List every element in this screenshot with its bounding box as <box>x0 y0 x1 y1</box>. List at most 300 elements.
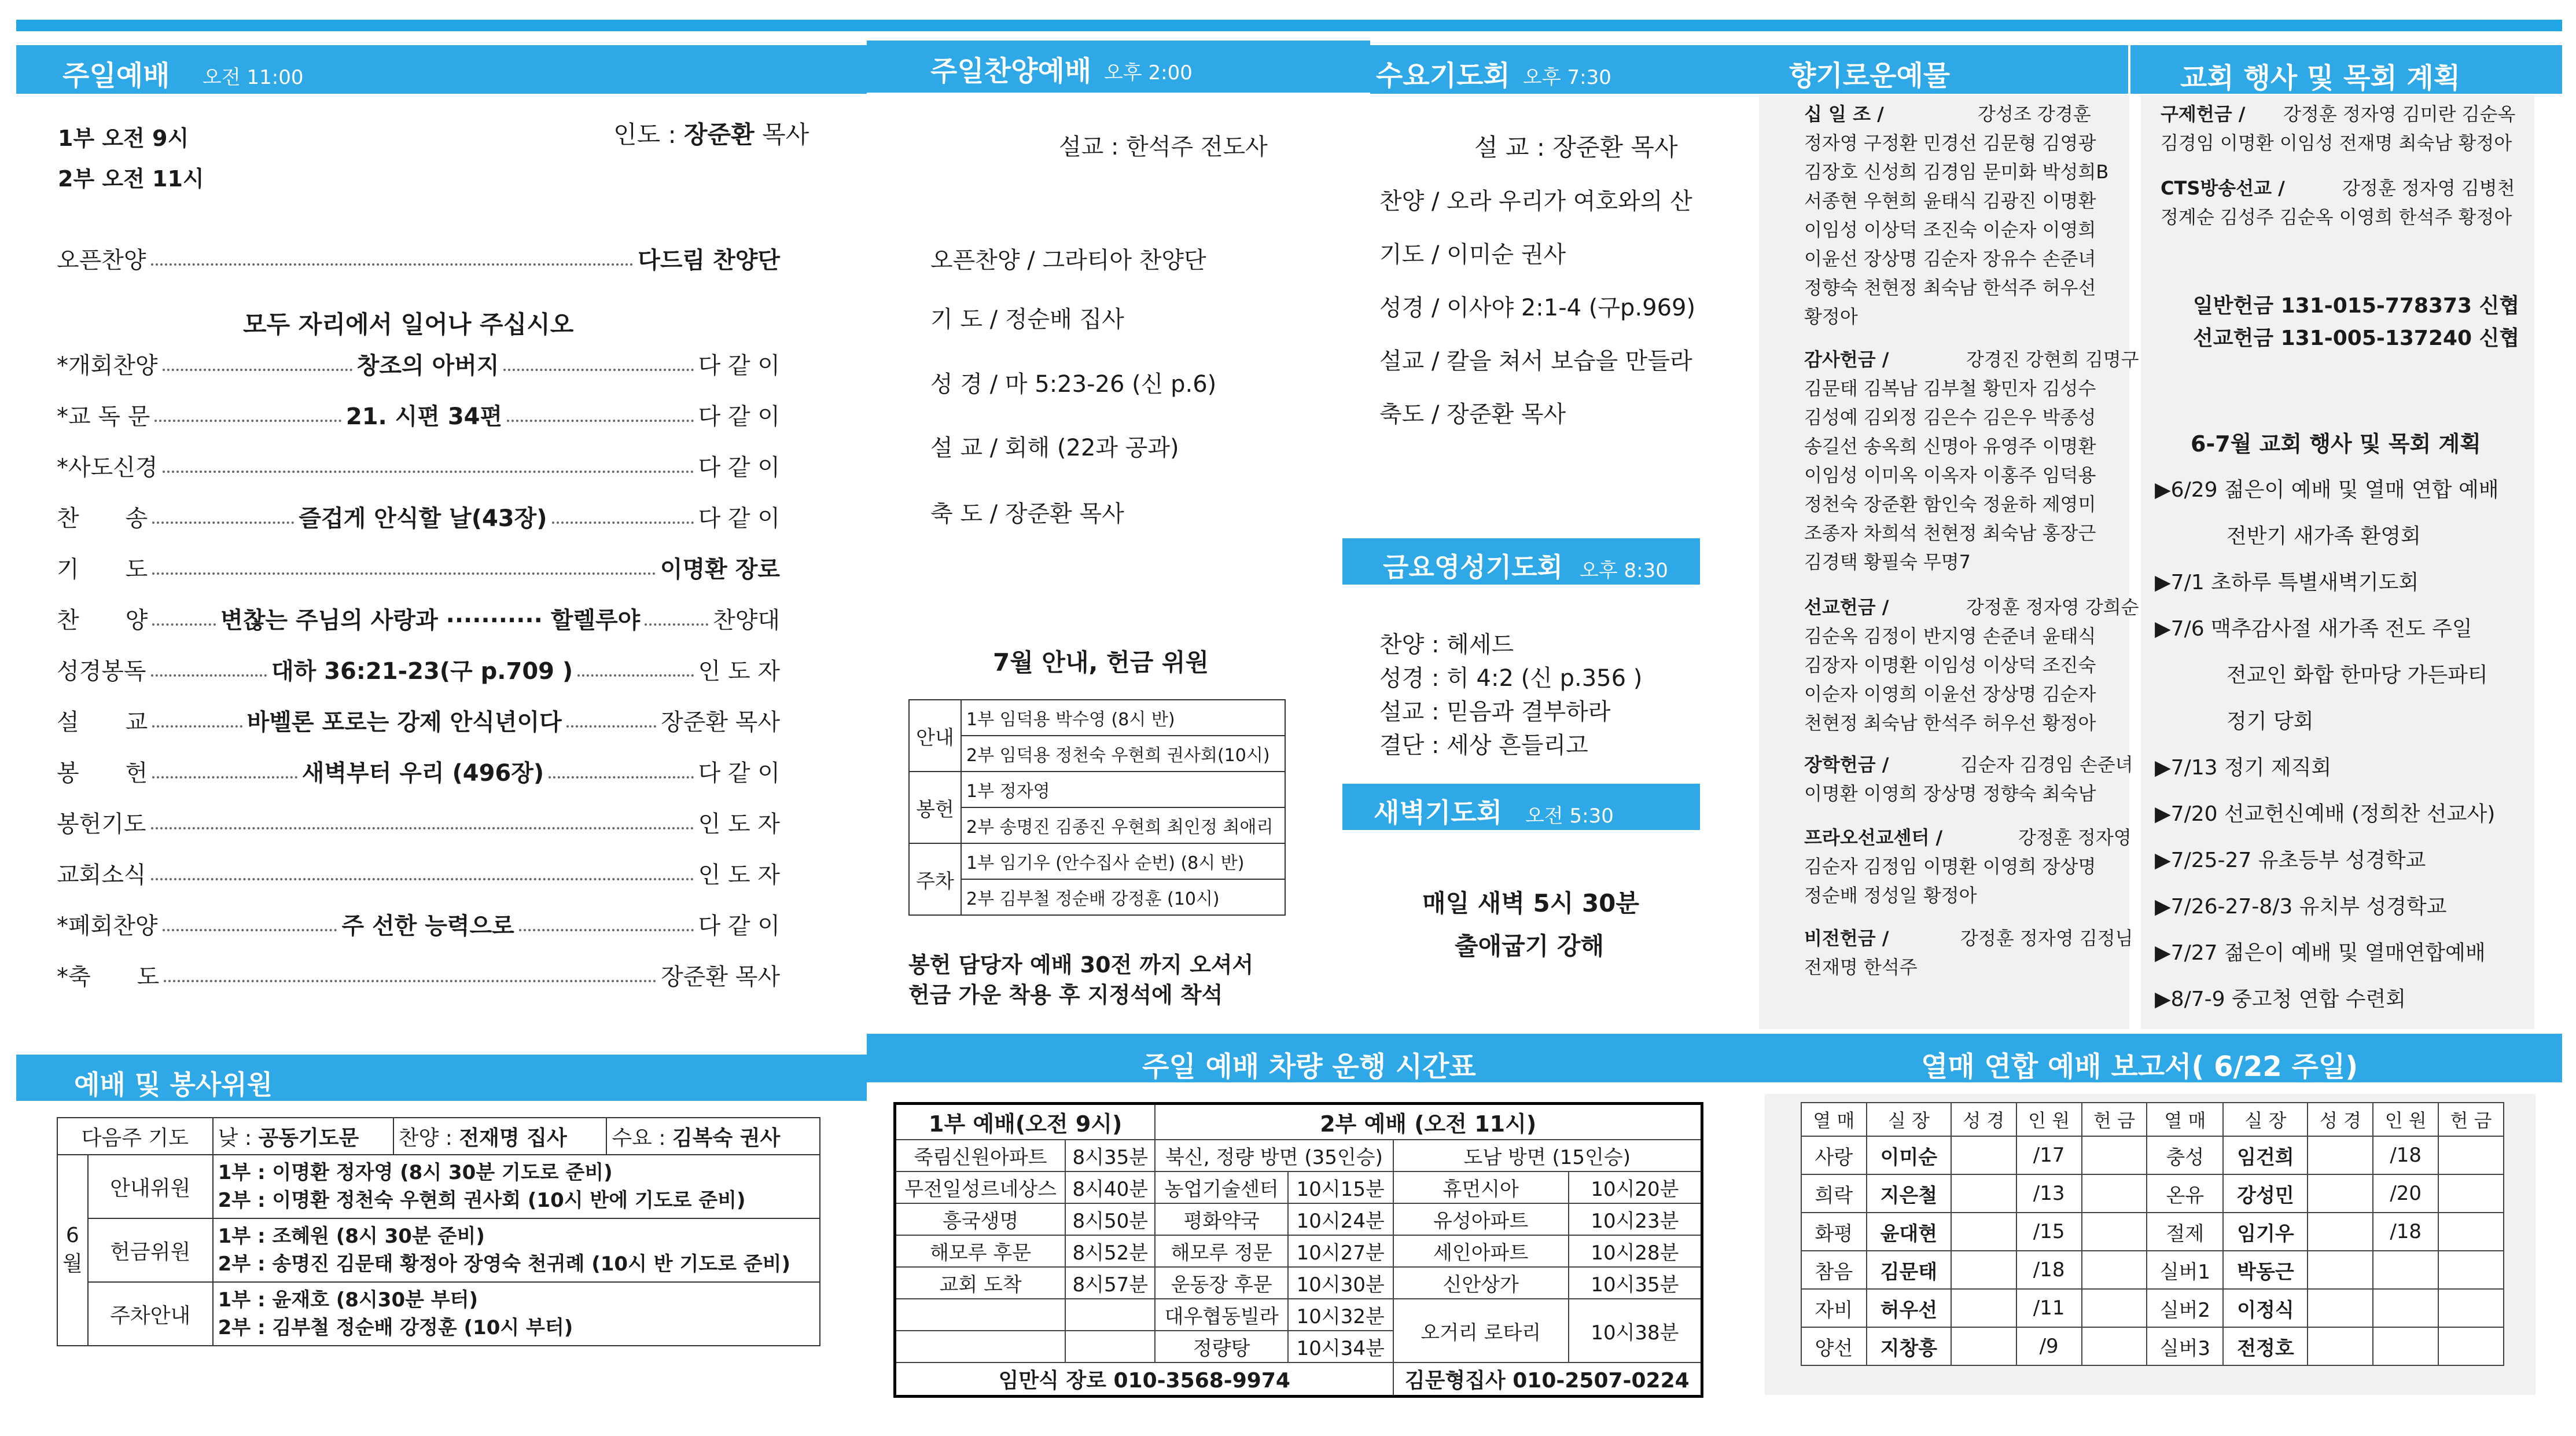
cell-report-cell: 김문태 <box>1867 1251 1951 1289</box>
cell-report-cell: 참음 <box>1801 1251 1867 1289</box>
bus-time: 8시50분 <box>1065 1203 1155 1235</box>
cell-col-head: 성 경 <box>2308 1103 2373 1136</box>
offer-names: 강성조 강경훈 <box>1978 103 2091 125</box>
bus-time: 10시30분 <box>1288 1267 1393 1299</box>
order-row <box>57 500 780 533</box>
dawn-time: 오전 5:30 <box>1525 805 1614 828</box>
dot-leader <box>152 569 656 575</box>
plan-item: ▶7/20 선교헌신예배 (정희찬 선교사) <box>2155 802 2496 826</box>
cell-report-cell <box>2082 1136 2147 1174</box>
bus-time: 10시20분 <box>1569 1171 1702 1203</box>
bus-time: 10시35분 <box>1569 1267 1702 1299</box>
cell-report-cell: 화평 <box>1801 1213 1867 1251</box>
cell-report-cell: 실버2 <box>2147 1289 2223 1327</box>
bus-stop: 유성아파트 <box>1393 1203 1569 1235</box>
plan-item: ▶7/26-27-8/3 유치부 성경학교 <box>2155 895 2447 919</box>
plan-item: ▶8/7-9 중고청 연합 수련회 <box>2155 987 2406 1011</box>
cell-report-cell <box>1951 1136 2016 1174</box>
cell-report-cell: 충성 <box>2147 1136 2223 1174</box>
wed-line: 찬양 / 오라 우리가 여호와의 산 <box>1379 188 1692 215</box>
dot-leader <box>152 773 297 778</box>
cts-head: CTS방송선교 / <box>2161 177 2285 199</box>
cell-report-cell: 자비 <box>1801 1289 1867 1327</box>
staff-2-l1: 1부 : 윤재호 (8시30분 부터) <box>218 1288 479 1312</box>
offer-names: 강정훈 정자영 <box>2018 827 2132 849</box>
offer-names: 김장호 신성희 김경임 문미화 박성희B <box>1804 161 2109 183</box>
order-row <box>57 551 780 584</box>
praise-line: 성 경 / 마 5:23-26 (신 p.6) <box>930 371 1217 398</box>
next-k0: 낮 : <box>218 1126 252 1150</box>
cell-report-cell <box>2373 1289 2438 1327</box>
plan-item: 전교인 화합 한마당 가든파티 <box>2227 663 2488 687</box>
cts-line-1: 정계순 김성주 김순옥 이영희 한석주 황정아 <box>2161 206 2512 228</box>
july-row: 1부 정자영 <box>961 772 1285 807</box>
wed-preacher: 설 교 : 장준환 목사 <box>1474 133 1678 161</box>
offer-names: 전재명 한석주 <box>1804 956 1918 978</box>
cell-report-cell <box>2308 1136 2373 1174</box>
dot-leader <box>151 824 694 829</box>
events-panel <box>2141 95 2534 1029</box>
cell-report-cell: 강성민 <box>2223 1174 2308 1213</box>
cell-report-cell <box>2082 1213 2147 1251</box>
staff-role-0: 안내위원 <box>88 1155 213 1218</box>
cell-report-cell: /20 <box>2373 1174 2438 1213</box>
cell-report-cell: 지창흥 <box>1867 1327 1951 1365</box>
cell-report-cell: 절제 <box>2147 1213 2223 1251</box>
order-item: 새벽부터 우리 (496장) <box>301 760 544 787</box>
bus-driver-2: 김문형집사 010-2507-0224 <box>1393 1362 1702 1397</box>
cell-report-cell: 양선 <box>1801 1327 1867 1365</box>
cell-report-cell <box>2438 1213 2504 1251</box>
dot-leader <box>163 925 337 931</box>
dawn-title: 새벽기도회 <box>1374 797 1503 828</box>
bus-time: 10시28분 <box>1569 1235 1702 1267</box>
fri-time: 오후 8:30 <box>1580 559 1668 582</box>
order-person: 인 도 자 <box>698 862 780 888</box>
leader-title: 목사 <box>762 120 809 149</box>
cell-report-cell <box>2438 1174 2504 1213</box>
plan-item: 정기 당회 <box>2227 710 2314 733</box>
offer-names: 김경택 황필숙 무명7 <box>1804 551 1971 573</box>
dot-leader <box>577 671 693 677</box>
offering-note-1: 봉헌 담당자 예배 30전 까지 오셔서 <box>908 952 1254 978</box>
bus-time: 10시34분 <box>1288 1331 1393 1362</box>
dot-leader <box>503 365 693 371</box>
cell-col-head: 열 매 <box>2147 1103 2223 1136</box>
dot-leader <box>645 620 708 626</box>
staff-1-l2: 2부 : 송명진 김문태 황정아 장영숙 천귀례 (10시 반 기도로 준비) <box>218 1253 791 1276</box>
offer-names: 이임성 이미옥 이옥자 이홍주 임덕용 <box>1804 464 2096 486</box>
praise-preacher: 설교 : 한석주 전도사 <box>1059 134 1268 160</box>
cell-report-cell: /11 <box>2016 1289 2082 1327</box>
cell-col-head: 실 장 <box>1867 1103 1951 1136</box>
dot-leader <box>519 925 694 931</box>
cell-report-cell: 윤대현 <box>1867 1213 1951 1251</box>
plan-item: ▶6/29 젊은이 예배 및 열매 연합 예배 <box>2155 478 2499 502</box>
dot-leader <box>163 467 694 473</box>
order-person: 다 같 이 <box>698 913 781 939</box>
bus-time: 10시27분 <box>1288 1235 1393 1267</box>
bus-stop: 신안상가 <box>1393 1267 1569 1299</box>
offer-names: 서종현 우현희 윤태식 김광진 이명환 <box>1804 190 2096 212</box>
july-category: 주차 <box>909 843 961 915</box>
staff-role-2: 주차안내 <box>88 1282 213 1346</box>
cell-report-cell <box>2082 1327 2147 1365</box>
bus-time: 10시38분 <box>1569 1299 1702 1362</box>
wed-line: 축도 / 장준환 목사 <box>1379 401 1566 428</box>
bus-stop: 대우협동빌라 <box>1155 1299 1288 1331</box>
cell-report-cell <box>2373 1251 2438 1289</box>
wed-header <box>1370 45 1740 94</box>
dawn-line-2: 출애굽기 강해 <box>1455 932 1605 960</box>
order-row <box>57 242 780 275</box>
bus-time: 10시15분 <box>1288 1171 1393 1203</box>
plan-item: ▶7/1 초하루 특별새벽기도회 <box>2155 571 2419 594</box>
cell-report-cell <box>1951 1289 2016 1327</box>
july-row: 1부 임덕용 박수영 (8시 반) <box>961 700 1285 736</box>
bus-stop: 해모루 정문 <box>1155 1235 1288 1267</box>
wed-title: 수요기도회 <box>1376 60 1510 92</box>
order-label: 설 교 <box>57 709 148 736</box>
cell-report-cell <box>2082 1174 2147 1213</box>
fri-line: 설교 : 믿음과 결부하라 <box>1379 699 1611 725</box>
cell-report-cell <box>1951 1327 2016 1365</box>
next-prayer-day <box>213 1118 393 1155</box>
bus-stop: 농업기술센터 <box>1155 1171 1288 1203</box>
events-title: 교회 행사 및 목회 계획 <box>2180 62 2461 94</box>
offer-group-head: 비전헌금 / <box>1804 927 1889 949</box>
dot-leader <box>552 518 694 524</box>
next-v0: 공동기도문 <box>258 1126 359 1150</box>
order-row <box>57 398 780 431</box>
order-person: 다 같 이 <box>698 505 780 532</box>
order-item: 바벨론 포로는 강제 안식년이다 <box>246 709 562 736</box>
order-label: 교회소식 <box>57 862 146 888</box>
bus-stop: 휴먼시아 <box>1393 1171 1569 1203</box>
bus-subhead-2a: 북신, 정량 방면 (35인승) <box>1155 1140 1393 1171</box>
plan-item: ▶7/13 정기 제직회 <box>2155 756 2332 780</box>
sunday-header <box>16 45 867 94</box>
order-person: 인 도 자 <box>698 811 780 838</box>
offer-names: 김성예 김외정 김은수 김은우 박종성 <box>1804 406 2096 428</box>
bus-stop: 정량탕 <box>1155 1331 1288 1362</box>
bus-subhead-2b: 도남 방면 (15인승) <box>1393 1140 1702 1171</box>
next-v2: 김복숙 권사 <box>672 1126 781 1150</box>
dot-leader <box>152 518 294 524</box>
order-item: 변찮는 주님의 사랑과 ··········· 할렐루야 <box>220 607 641 634</box>
cell-report-cell <box>2308 1251 2373 1289</box>
cell-report-cell: /18 <box>2373 1136 2438 1174</box>
dot-leader <box>152 620 216 626</box>
staff-0-l1: 1부 : 이명환 정자영 (8시 30분 기도로 준비) <box>218 1161 613 1184</box>
fri-line: 성경 : 히 4:2 (신 p.356 ) <box>1379 665 1643 692</box>
july-category: 안내 <box>909 700 961 772</box>
bus-header <box>867 1034 1730 1082</box>
order-person: 이명환 장로 <box>660 556 780 583</box>
cell-report-cell: 온유 <box>2147 1174 2223 1213</box>
dot-leader <box>507 416 694 422</box>
offer-names: 김순자 김정임 이명환 이영희 장상명 <box>1804 855 2096 877</box>
bus-time: 10시24분 <box>1288 1203 1393 1235</box>
wed-line: 기도 / 이미순 권사 <box>1379 241 1566 268</box>
staff-1-l1: 1부 : 조혜원 (8시 30분 준비) <box>218 1225 485 1248</box>
next-prayer-wed <box>606 1118 820 1155</box>
bus-stop: 해모루 후문 <box>895 1235 1066 1267</box>
order-label: 기 도 <box>57 556 148 583</box>
july-row: 2부 임덕용 정천숙 우현희 권사회(10시) <box>961 736 1285 772</box>
order-person: 다드림 찬양단 <box>638 247 780 274</box>
next-k2: 수요 : <box>612 1126 666 1150</box>
fri-line: 찬양 : 헤세드 <box>1379 631 1514 658</box>
order-row <box>57 908 780 941</box>
dot-leader <box>163 365 352 371</box>
plan-item: ▶7/27 젊은이 예배 및 열매연합예배 <box>2155 941 2486 965</box>
bus-time: 10시23분 <box>1569 1203 1702 1235</box>
relief-line-1: 김경임 이명환 이임성 전재명 최숙남 황정아 <box>2161 132 2512 154</box>
order-person: 찬양대 <box>713 607 780 634</box>
order-label: 찬 양 <box>57 607 148 634</box>
cell-report-cell: 임기우 <box>2223 1213 2308 1251</box>
offer-names: 김순자 김경임 손준녀 <box>1960 754 2133 776</box>
cell-header <box>1730 1034 2562 1082</box>
dot-leader <box>549 773 693 778</box>
order-item: 창조의 아버지 <box>356 352 499 379</box>
offer-group-head: 선교헌금 / <box>1804 596 1889 618</box>
order-label: *사도신경 <box>57 454 158 481</box>
cell-report-cell <box>2308 1327 2373 1365</box>
offer-names: 김장자 이명환 이임성 이상덕 조진숙 <box>1804 654 2096 676</box>
order-person: 다 같 이 <box>698 760 780 787</box>
order-person: 장준환 목사 <box>661 709 780 736</box>
offer-names: 정순배 정성일 황정아 <box>1804 884 1977 906</box>
offer-names: 강정훈 정자영 김정님 <box>1960 927 2133 949</box>
praise-line: 오픈찬양 / 그라티아 찬양단 <box>930 247 1206 274</box>
order-label: *개회찬양 <box>57 352 158 379</box>
cell-report-cell <box>2082 1289 2147 1327</box>
sunday-time: 오전 11:00 <box>203 66 304 89</box>
cell-report-cell: /18 <box>2016 1251 2082 1289</box>
next-k1: 찬양 : <box>398 1126 452 1150</box>
order-label: 찬 송 <box>57 505 148 532</box>
plan-item: 전반기 새가족 환영회 <box>2227 524 2421 548</box>
offer-names: 김문태 김복남 김부철 황민자 김성수 <box>1804 377 2096 399</box>
order-item: 대하 36:21-23(구 p.709 ) <box>271 658 573 685</box>
cell-col-head: 성 경 <box>1951 1103 2016 1136</box>
cell-report-cell <box>2308 1213 2373 1251</box>
staff-title: 예배 및 봉사위원 <box>74 1069 273 1100</box>
staff-detail-2 <box>213 1282 820 1346</box>
relief-head: 구제헌금 / <box>2161 103 2246 125</box>
leader-name: 장준환 <box>684 120 755 149</box>
cell-report-cell: 지은철 <box>1867 1174 1951 1213</box>
cell-report-cell: /15 <box>2016 1213 2082 1251</box>
dot-leader <box>151 260 634 266</box>
order-row <box>57 958 780 991</box>
bus-cell: 죽림신원아파트 <box>895 1140 1066 1171</box>
next-prayer-praise <box>393 1118 607 1155</box>
cell-report-cell: 실버3 <box>2147 1327 2223 1365</box>
plan-item: ▶7/6 맥추감사절 새가족 전도 주일 <box>2155 617 2472 641</box>
praise-line: 기 도 / 정순배 집사 <box>930 306 1124 333</box>
bus-stop: 무전일성르네상스 <box>895 1171 1066 1203</box>
order-row <box>57 347 780 380</box>
dot-leader <box>164 976 656 982</box>
account-mission: 선교헌금 131-005-137240 신협 <box>2193 326 2520 350</box>
order-person: 다 같 이 <box>698 403 781 430</box>
events-header <box>2128 45 2562 94</box>
dot-leader <box>152 722 242 728</box>
offer-names: 송길선 송옥희 신명아 유영주 이명환 <box>1804 435 2096 457</box>
cell-col-head: 실 장 <box>2223 1103 2308 1136</box>
bus-head-2: 2부 예배 (오전 11시) <box>1155 1104 1702 1140</box>
fri-title: 금요영성기도회 <box>1383 552 1563 583</box>
bus-table <box>893 1102 1703 1398</box>
praise-line: 설 교 / 회해 (22과 공과) <box>930 435 1179 461</box>
cell-report-cell: 희락 <box>1801 1174 1867 1213</box>
cell-report-cell: /9 <box>2016 1327 2082 1365</box>
offer-names: 천현정 최숙남 한석주 허우선 황정아 <box>1804 712 2096 734</box>
cell-title: 열매 연합 예배 보고서( 6/22 주일) <box>1921 1051 2358 1083</box>
july-table <box>908 699 1286 916</box>
leader-label: 인도 : <box>613 120 676 149</box>
order-person: 다 같 이 <box>698 352 780 379</box>
cell-report-cell <box>2308 1289 2373 1327</box>
order-label: *축 도 <box>57 964 160 990</box>
offer-names: 이명환 이영희 장상명 정향숙 최숙남 <box>1804 783 2096 805</box>
sunday-part1: 1부 오전 9시 <box>58 126 189 151</box>
july-row: 2부 송명진 김종진 우현희 최인정 최애리 <box>961 807 1285 843</box>
bus-time: 10시32분 <box>1288 1299 1393 1331</box>
bus-stop: 오거리 로타리 <box>1393 1299 1569 1362</box>
order-item: 주 선한 능력으로 <box>341 913 514 939</box>
cell-report-cell: 사랑 <box>1801 1136 1867 1174</box>
dawn-line-1: 매일 새벽 5시 30분 <box>1422 889 1639 917</box>
praise-title: 주일찬양예배 <box>930 55 1092 87</box>
cell-report-cell: /13 <box>2016 1174 2082 1213</box>
sunday-leader <box>613 116 809 150</box>
cell-report-cell: 박동근 <box>2223 1251 2308 1289</box>
dot-leader <box>154 416 341 422</box>
order-row <box>57 857 780 890</box>
wed-line: 설교 / 칼을 쳐서 보습을 만들라 <box>1379 348 1692 374</box>
cell-report-cell <box>2308 1174 2373 1213</box>
fri-line: 결단 : 세상 흔들리고 <box>1379 732 1588 759</box>
cell-col-head: 헌 금 <box>2082 1103 2147 1136</box>
plan-title: 6-7월 교회 행사 및 목회 계획 <box>2191 431 2481 457</box>
offer-header <box>1740 45 2128 94</box>
cell-col-head: 헌 금 <box>2438 1103 2504 1136</box>
staff-table <box>57 1117 820 1346</box>
order-person: 인 도 자 <box>698 658 781 685</box>
cell-col-head: 인 원 <box>2373 1103 2438 1136</box>
offer-names: 강경진 강현희 김명구 <box>1966 348 2139 370</box>
account-general: 일반헌금 131-015-778373 신협 <box>2193 294 2520 318</box>
order-row <box>57 704 780 737</box>
order-row <box>57 653 780 686</box>
july-row: 1부 임기우 (안수집사 순번) (8시 반) <box>961 843 1285 879</box>
staff-month: 6 월 <box>57 1155 88 1346</box>
cell-report-cell: 전정호 <box>2223 1327 2308 1365</box>
dot-leader <box>151 671 267 677</box>
staff-role-1: 헌금위원 <box>88 1218 213 1282</box>
cell-report-cell <box>2438 1136 2504 1174</box>
cell-report-cell <box>2438 1289 2504 1327</box>
order-item: 즐겁게 안식할 날(43장) <box>299 505 547 532</box>
bus-stop: 교회 도착 <box>895 1267 1066 1299</box>
staff-2-l2: 2부 : 김부철 정순배 강정훈 (10시 부터) <box>218 1316 573 1339</box>
cts-line-0: 강정훈 정자영 김병천 <box>2342 177 2515 199</box>
bus-driver-1: 임만식 장로 010-3568-9974 <box>895 1362 1393 1397</box>
cell-col-head: 인 원 <box>2016 1103 2082 1136</box>
order-label: 봉 헌 <box>57 760 148 787</box>
offer-names: 정천숙 장준환 함인숙 정윤하 제영미 <box>1804 493 2096 515</box>
bus-title: 주일 예배 차량 운행 시간표 <box>1142 1051 1476 1083</box>
praise-header <box>867 41 1370 93</box>
cell-report-cell <box>1951 1174 2016 1213</box>
cell-report-cell: 허우선 <box>1867 1289 1951 1327</box>
offer-names: 김순옥 김정이 반지영 손준녀 윤태식 <box>1804 625 2096 647</box>
staff-header <box>16 1055 867 1101</box>
order-label: *교 독 문 <box>57 403 150 430</box>
offer-names: 이임성 이상덕 조진숙 이순자 이영희 <box>1804 219 2096 241</box>
order-label: 성경봉독 <box>57 658 146 685</box>
praise-time: 오후 2:00 <box>1104 61 1193 85</box>
dawn-header <box>1342 784 1700 830</box>
cell-report-cell <box>2082 1251 2147 1289</box>
order-row <box>57 755 780 788</box>
order-row <box>57 449 780 482</box>
stand-note: 모두 자리에서 일어나 주십시오 <box>243 310 574 339</box>
bus-stop: 운동장 후문 <box>1155 1267 1288 1299</box>
staff-detail-1 <box>213 1218 820 1282</box>
fri-header <box>1342 538 1700 585</box>
sunday-part2: 2부 오전 11시 <box>58 166 204 192</box>
plan-item: ▶7/25-27 유초등부 성경학교 <box>2155 849 2426 872</box>
dot-leader <box>566 722 656 728</box>
offer-names: 강정훈 정자영 강희순 <box>1966 596 2139 618</box>
bus-head-1: 1부 예배(오전 9시) <box>895 1104 1155 1140</box>
relief-line-0: 강정훈 정자영 김미란 김순옥 <box>2283 103 2516 125</box>
bus-time: 8시52분 <box>1065 1235 1155 1267</box>
wed-line: 성경 / 이사야 2:1-4 (구p.969) <box>1379 295 1696 321</box>
bus-time: 8시57분 <box>1065 1267 1155 1299</box>
offer-names: 정향숙 천현정 최숙남 한석주 허우선 <box>1804 277 2096 299</box>
top-accent-bar <box>16 20 2562 31</box>
offer-names: 정자영 구정환 민경선 김문형 김영광 <box>1804 132 2096 154</box>
wed-time: 오후 7:30 <box>1523 66 1611 89</box>
staff-0-l2: 2부 : 이명환 정천숙 우현희 권사회 (10시 반에 기도로 준비) <box>218 1189 746 1212</box>
offer-group-head: 감사헌금 / <box>1804 348 1889 370</box>
order-item: 21. 시편 34편 <box>345 403 503 430</box>
july-category: 봉헌 <box>909 772 961 843</box>
offer-names: 이순자 이영희 이윤선 장상명 김순자 <box>1804 683 2096 705</box>
cell-report-cell: 실버1 <box>2147 1251 2223 1289</box>
offer-title: 향기로운예물 <box>1789 60 1951 92</box>
bus-stop: 세인아파트 <box>1393 1235 1569 1267</box>
cell-report-cell: 임건희 <box>2223 1136 2308 1174</box>
offer-names: 이윤선 장상명 김순자 장유수 손준녀 <box>1804 248 2096 270</box>
order-person: 다 같 이 <box>698 454 780 481</box>
cell-report-cell <box>2438 1327 2504 1365</box>
sunday-title: 주일예배 <box>62 60 170 92</box>
next-prayer-label: 다음주 기도 <box>57 1118 213 1155</box>
cell-report-cell <box>2438 1251 2504 1289</box>
offer-names: 조종자 차희석 천현정 최숙남 홍장근 <box>1804 522 2096 544</box>
bus-stop: 평화약국 <box>1155 1203 1288 1235</box>
cell-report-cell: /18 <box>2373 1213 2438 1251</box>
cell-report-cell <box>1951 1213 2016 1251</box>
cell-table <box>1801 1102 2504 1366</box>
